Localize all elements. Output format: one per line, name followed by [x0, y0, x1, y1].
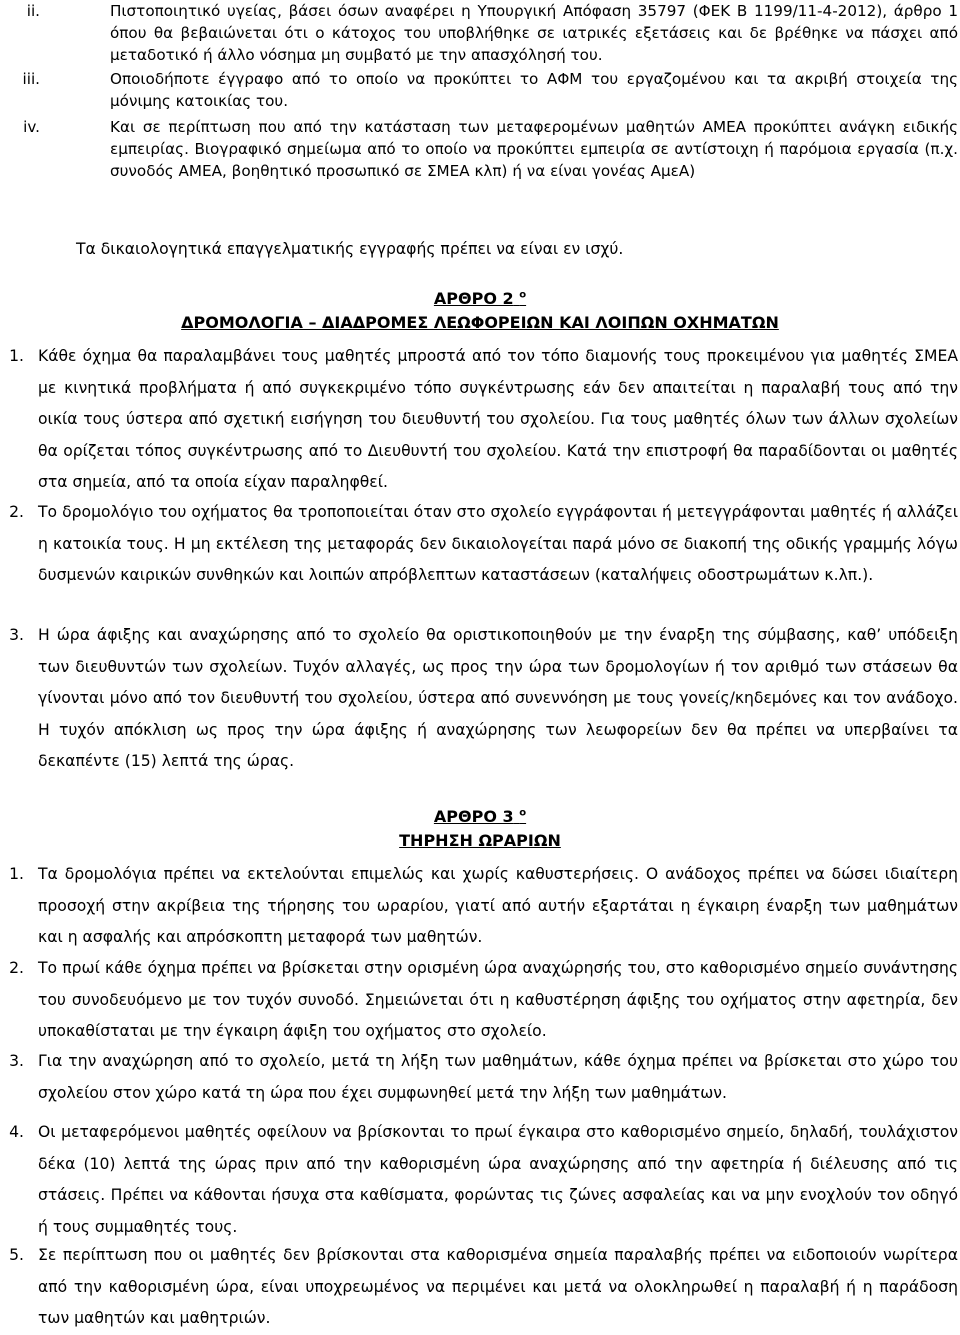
- item-text: Για την αναχώρηση από το σχολείο, μετά τη λήξη των μαθημάτων, κάθε όχημα πρέπει να βρίσκεται στο χώρο του σχολείου στον χώρο κατά τη ώρα που έχει συμφωνηθεί μετά την λήξη των μαθημάτων.: [38, 1052, 958, 1102]
- roman-text: Πιστοποιητικό υγείας, βάσει όσων αναφέρει η Υπουργική Απόφαση 35797 (ΦΕΚ Β 1199/11-4-2012), άρθρο 1 όπου θα βεβαιώνεται ότι ο κάτοχος του υποβλήθηκε σε ιατρικές εξετάσεις και δε βρέθηκε να πάσχει από μεταδοτικό ή άλλο νόσημα μη συμβατό με την απασχόλησή του.: [110, 2, 958, 64]
- item-number: 3.: [9, 1052, 24, 1070]
- item-text: Η ώρα άφιξης και αναχώρησης από το σχολείο θα οριστικοποιηθούν με την έναρξη της σύμβασης, καθ’ υπόδειξη των διευθυντών των σχολείων. Τυχόν αλλαγές, ως προς την ώρα των δρομολογίων ή τον αριθμό των στάσεων θα γίνονται μόνο από τον διευθυντή του σχολείου, ύστερα από συνεννόηση με τους γονείς/κηδεμόνες και τον ανάδοχο. Η τυχόν απόκλιση ως προς την ώρα άφιξης ή αναχώρησης των λεωφορείων δεν θα πρέπει να υπερβαίνει τα δεκαπέντε (15) λεπτά της ώρας.: [38, 626, 958, 770]
- roman-marker: ii.: [26, 2, 40, 20]
- item-text: Το πρωί κάθε όχημα πρέπει να βρίσκεται στην ορισμένη ώρα αναχώρησής του, στο καθορισμένο σημείο συνάντησης του συνοδευόμενο με τον τυχόν συνοδό. Σημειώνεται ότι η καθυστέρηση άφιξης του οχήματος στην αφετηρία, δεν υποκαθίσταται με την έγκαιρη άφιξη του οχήματος στο σχολείο.: [38, 959, 958, 1040]
- article-3-item-2: [0, 953, 958, 1048]
- article-3-label: ΑΡΘΡΟ 3 $^o$: [433, 807, 527, 826]
- roman-marker: iv.: [23, 118, 40, 136]
- item-number: 1.: [9, 347, 24, 365]
- roman-item-iv: [0, 116, 958, 182]
- roman-text: Και σε περίπτωση που από την κατάσταση των μεταφερομένων μαθητών ΑΜΕΑ προκύπτει ανάγκη ειδικής εμπειρίας. Βιογραφικό σημείωμα από το οποίο να προκύπτει εμπειρία σε αντίστοιχη ή παρόμοια εργασία (π.χ. συνοδός ΑΜΕΑ, βοηθητικό προσωπικό σε ΣΜΕΑ κλπ) ή να είναι γονέας ΑμεΑ): [110, 118, 958, 180]
- article-3-item-1: [0, 859, 958, 954]
- item-text: Οι μεταφερόμενοι μαθητές οφείλουν να βρίσκονται το πρωί έγκαιρα στο καθορισμένο σημείο, δηλαδή, τουλάχιστον δέκα (10) λεπτά της ώρας πριν από την καθορισμένη ώρα αναχώρησης από την αφετηρία ή διέλευσης από τις στάσεις. Πρέπει να κάθονται ήσυχα στα καθίσματα, φορώντας τις ζώνες ασφαλείας και να μην ενοχλούν τον οδηγό ή τους συμμαθητές τους.: [38, 1123, 958, 1236]
- item-number: 4.: [9, 1123, 24, 1141]
- article-2-item-1: [0, 341, 958, 499]
- item-number: 5.: [9, 1246, 24, 1264]
- article-3-item-4: [0, 1117, 958, 1243]
- article-3-title: ΤΗΡΗΣΗ ΩΡΑΡΙΩΝ: [399, 831, 561, 850]
- article-3-item-5: [0, 1240, 958, 1335]
- validity-note: Τα δικαιολογητικά επαγγελματικής εγγραφής πρέπει να είναι εν ισχύ.: [76, 240, 624, 258]
- article-2-item-2: [0, 497, 958, 592]
- article-2-label: ΑΡΘΡΟ 2 $^o$: [433, 289, 527, 308]
- item-text: Κάθε όχημα θα παραλαμβάνει τους μαθητές μπροστά από τον τόπο διαμονής τους προκειμένου για μαθητές ΣΜΕΑ με κινητικά προβλήματα ή από συγκεκριμένο τόπο συγκέντρωσης εάν δεν απαιτείται η παραλαβή τους από την οικία τους ύστερα από σχετική εισήγηση του διευθυντή του σχολείου. Για τους μαθητές όλων των άλλων σχολείων θα ορίζεται τόπος συγκέντρωσης από το Διευθυντή του σχολείου. Κατά την επιστροφή θα παραδίδονται οι μαθητές στα σημεία, από τα οποία είχαν παραληφθεί.: [38, 347, 958, 491]
- article-2-item-3: [0, 620, 958, 778]
- roman-text: Οποιοδήποτε έγγραφο από το οποίο να προκύπτει το ΑΦΜ του εργαζομένου και τα ακριβή στοιχεία της μόνιμης κατοικίας του.: [110, 70, 958, 110]
- roman-marker: iii.: [22, 70, 40, 88]
- item-number: 3.: [9, 626, 24, 644]
- item-number: 2.: [9, 959, 24, 977]
- roman-item-iii: [0, 68, 958, 112]
- article-2-title: ΔΡΟΜΟΛΟΓΙΑ – ΔΙΑΔΡΟΜΕΣ ΛΕΩΦΟΡΕΙΩΝ ΚΑΙ ΛΟΙΠΩΝ ΟΧΗΜΑΤΩΝ: [181, 313, 779, 332]
- article-3-item-3: [0, 1046, 958, 1109]
- item-text: Τα δρομολόγια πρέπει να εκτελούνται επιμελώς και χωρίς καθυστερήσεις. Ο ανάδοχος πρέπει να δώσει ιδιαίτερη προσοχή στην ακρίβεια της τήρησης του ωραρίου, γιατί από αυτήν εξαρτάται η έγκαιρη έναρξη των μαθημάτων και η ασφαλής και απρόσκοπτη μεταφορά των μαθητών.: [38, 865, 958, 946]
- item-text: Σε περίπτωση που οι μαθητές δεν βρίσκονται στα καθορισμένα σημεία παραλαβής πρέπει να ειδοποιούν νωρίτερα από την καθορισμένη ώρα, είναι υποχρεωμένος να περιμένει και μετά να ολοκληρωθεί η παραλαβή ή η παράδοση των μαθητών και μαθητριών.: [38, 1246, 958, 1327]
- roman-item-ii: [0, 0, 958, 66]
- item-text: Το δρομολόγιο του οχήματος θα τροποποιείται όταν στο σχολείο εγγράφονται ή μετεγγράφονται μαθητές ή αλλάζει η κατοικία τους. Η μη εκτέλεση της μεταφοράς δεν δικαιολογείται παρά μόνο σε διακοπή της οδικής γραμμής λόγω δυσμενών καιρικών συνθηκών και λοιπών απρόβλεπτων καταστάσεων (καταλήψεις οδοστρωμάτων κ.λπ.).: [38, 503, 958, 584]
- item-number: 2.: [9, 503, 24, 521]
- item-number: 1.: [9, 865, 24, 883]
